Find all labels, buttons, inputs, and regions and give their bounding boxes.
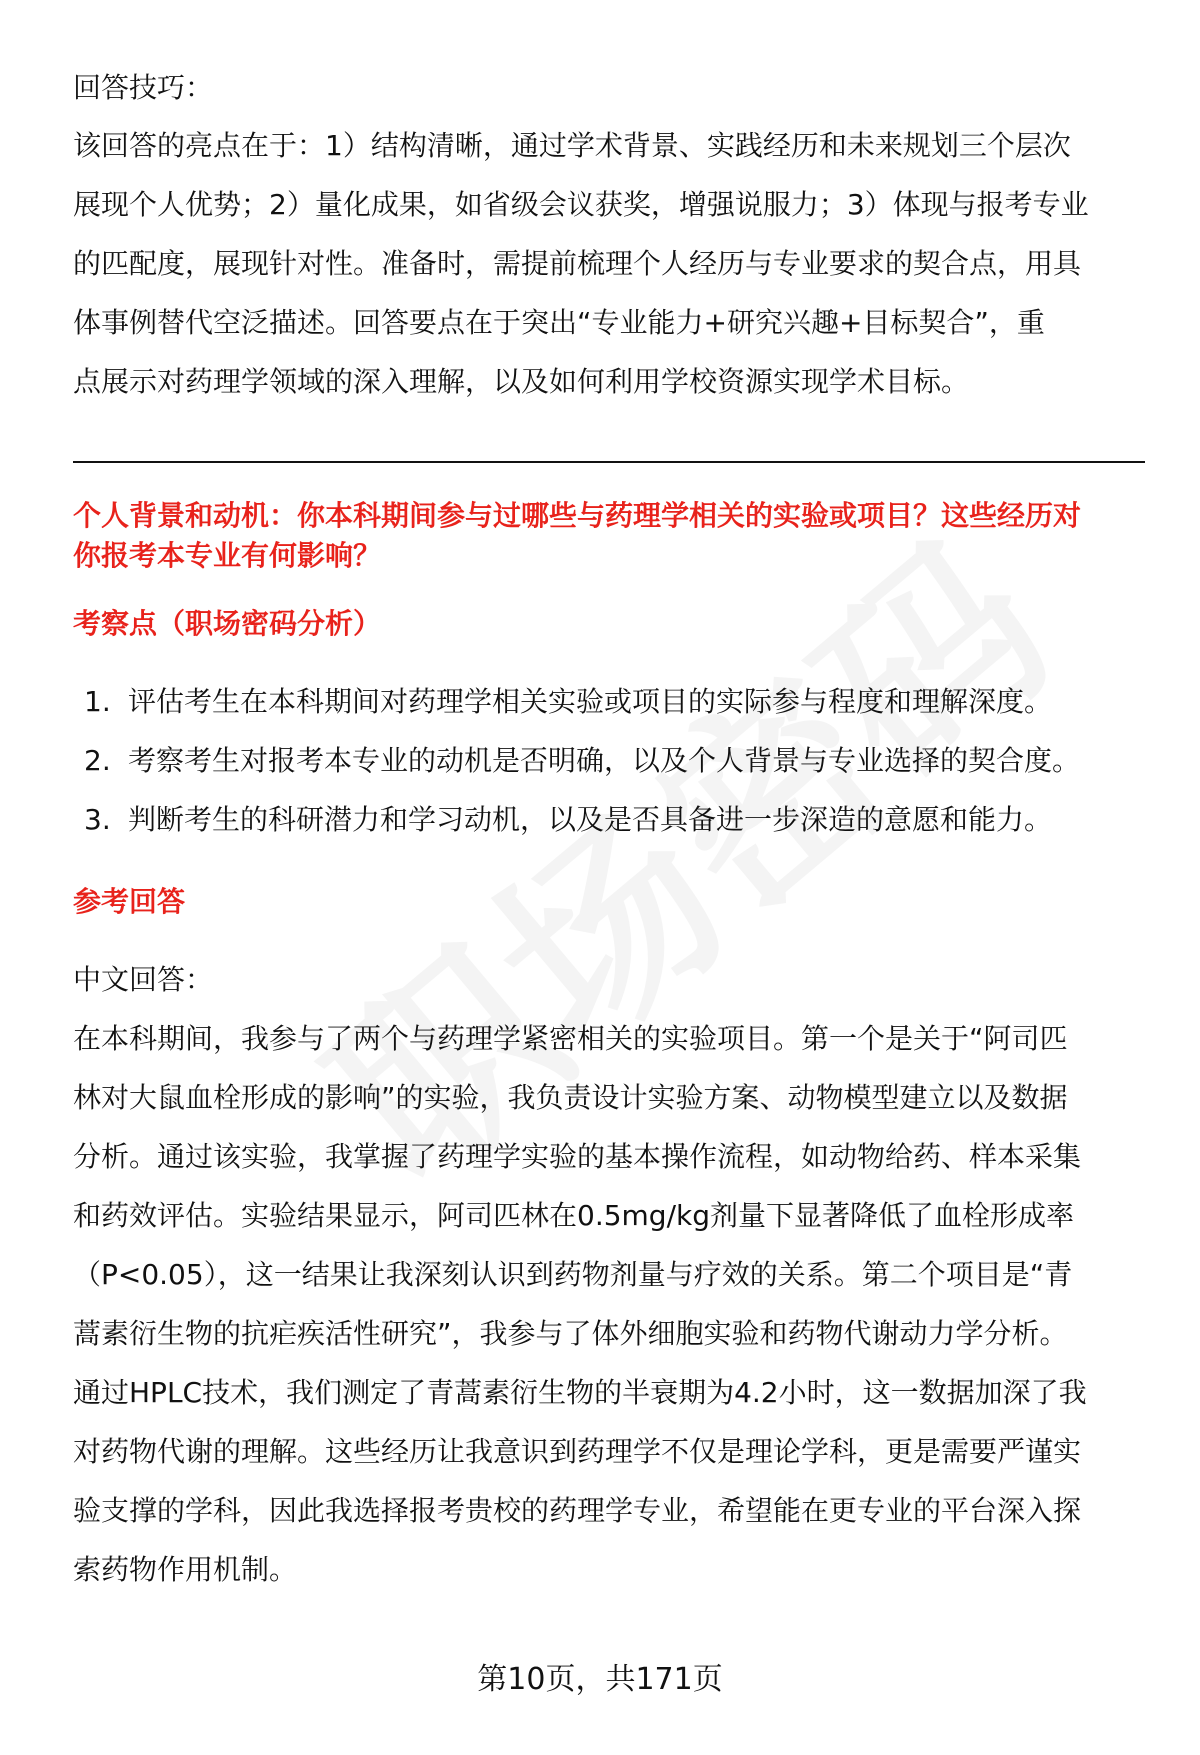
tips-label: 回答技巧： <box>73 71 214 104</box>
answer-line: 蒿素衍生物的抗疟疾活性研究”，我参与了体外细胞实验和药物代谢动力学分析。 <box>73 1317 1068 1350</box>
answer-line: 验支撑的学科，因此我选择报考贵校的药理学专业，希望能在更专业的平台深入探 <box>73 1494 1082 1527</box>
list-number: 3. <box>84 803 111 836</box>
tips-line: 该回答的亮点在于：1）结构清晰，通过学术背景、实践经历和未来规划三个层次 <box>73 129 1071 162</box>
answer-line: （P<0.05），这一结果让我深刻认识到药物剂量与疗效的关系。第二个项目是“青 <box>73 1258 1073 1291</box>
answer-line: 在本科期间，我参与了两个与药理学紧密相关的实验项目。第一个是关于“阿司匹 <box>73 1022 1068 1055</box>
list-item <box>84 800 1052 840</box>
tips-line: 的匹配度，展现针对性。准备时，需提前梳理个人经历与专业要求的契合点，用具 <box>73 247 1082 280</box>
answer-line: 通过HPLC技术，我们测定了青蒿素衍生物的半衰期为4.2小时，这一数据加深了我 <box>73 1376 1087 1409</box>
list-text: 判断考生的科研潜力和学习动机，以及是否具备进一步深造的意愿和能力。 <box>128 803 1053 836</box>
answer-line: 林对大鼠血栓形成的影响”的实验，我负责设计实验方案、动物模型建立以及数据 <box>73 1081 1068 1114</box>
reference-heading: 参考回答 <box>73 885 186 918</box>
reference-label: 中文回答： <box>73 963 214 996</box>
answer-line: 和药效评估。实验结果显示，阿司匹林在0.5mg/kg剂量下显著降低了血栓形成率 <box>73 1199 1075 1232</box>
page-number: 第10页，共171页 <box>477 1662 723 1697</box>
list-item <box>84 682 1052 722</box>
answer-line: 分析。通过该实验，我掌握了药理学实验的基本操作流程，如动物给药、样本采集 <box>73 1140 1082 1173</box>
section-divider <box>73 461 1145 463</box>
assessment-heading: 考察点（职场密码分析） <box>73 607 382 640</box>
list-item <box>84 741 1080 781</box>
question-heading: 个人背景和动机：你本科期间参与过哪些与药理学相关的实验或项目？这些经历对 <box>73 499 1082 532</box>
answer-line: 索药物作用机制。 <box>73 1553 298 1586</box>
list-text: 考察考生对报考本专业的动机是否明确，以及个人背景与专业选择的契合度。 <box>128 744 1081 777</box>
list-text: 评估考生在本科期间对药理学相关实验或项目的实际参与程度和理解深度。 <box>128 685 1053 718</box>
watermark <box>261 465 1099 1236</box>
question-heading: 你报考本专业有何影响？ <box>73 539 382 572</box>
answer-line: 对药物代谢的理解。这些经历让我意识到药理学不仅是理论学科，更是需要严谨实 <box>73 1435 1082 1468</box>
tips-line: 点展示对药理学领域的深入理解，以及如何利用学校资源实现学术目标。 <box>73 365 970 398</box>
tips-line: 展现个人优势；2）量化成果，如省级会议获奖，增强说服力；3）体现与报考专业 <box>73 188 1089 221</box>
list-number: 2. <box>84 744 111 777</box>
list-number: 1. <box>84 685 111 718</box>
tips-line: 体事例替代空泛描述。回答要点在于突出“专业能力+研究兴趣+目标契合”，重 <box>73 306 1045 339</box>
